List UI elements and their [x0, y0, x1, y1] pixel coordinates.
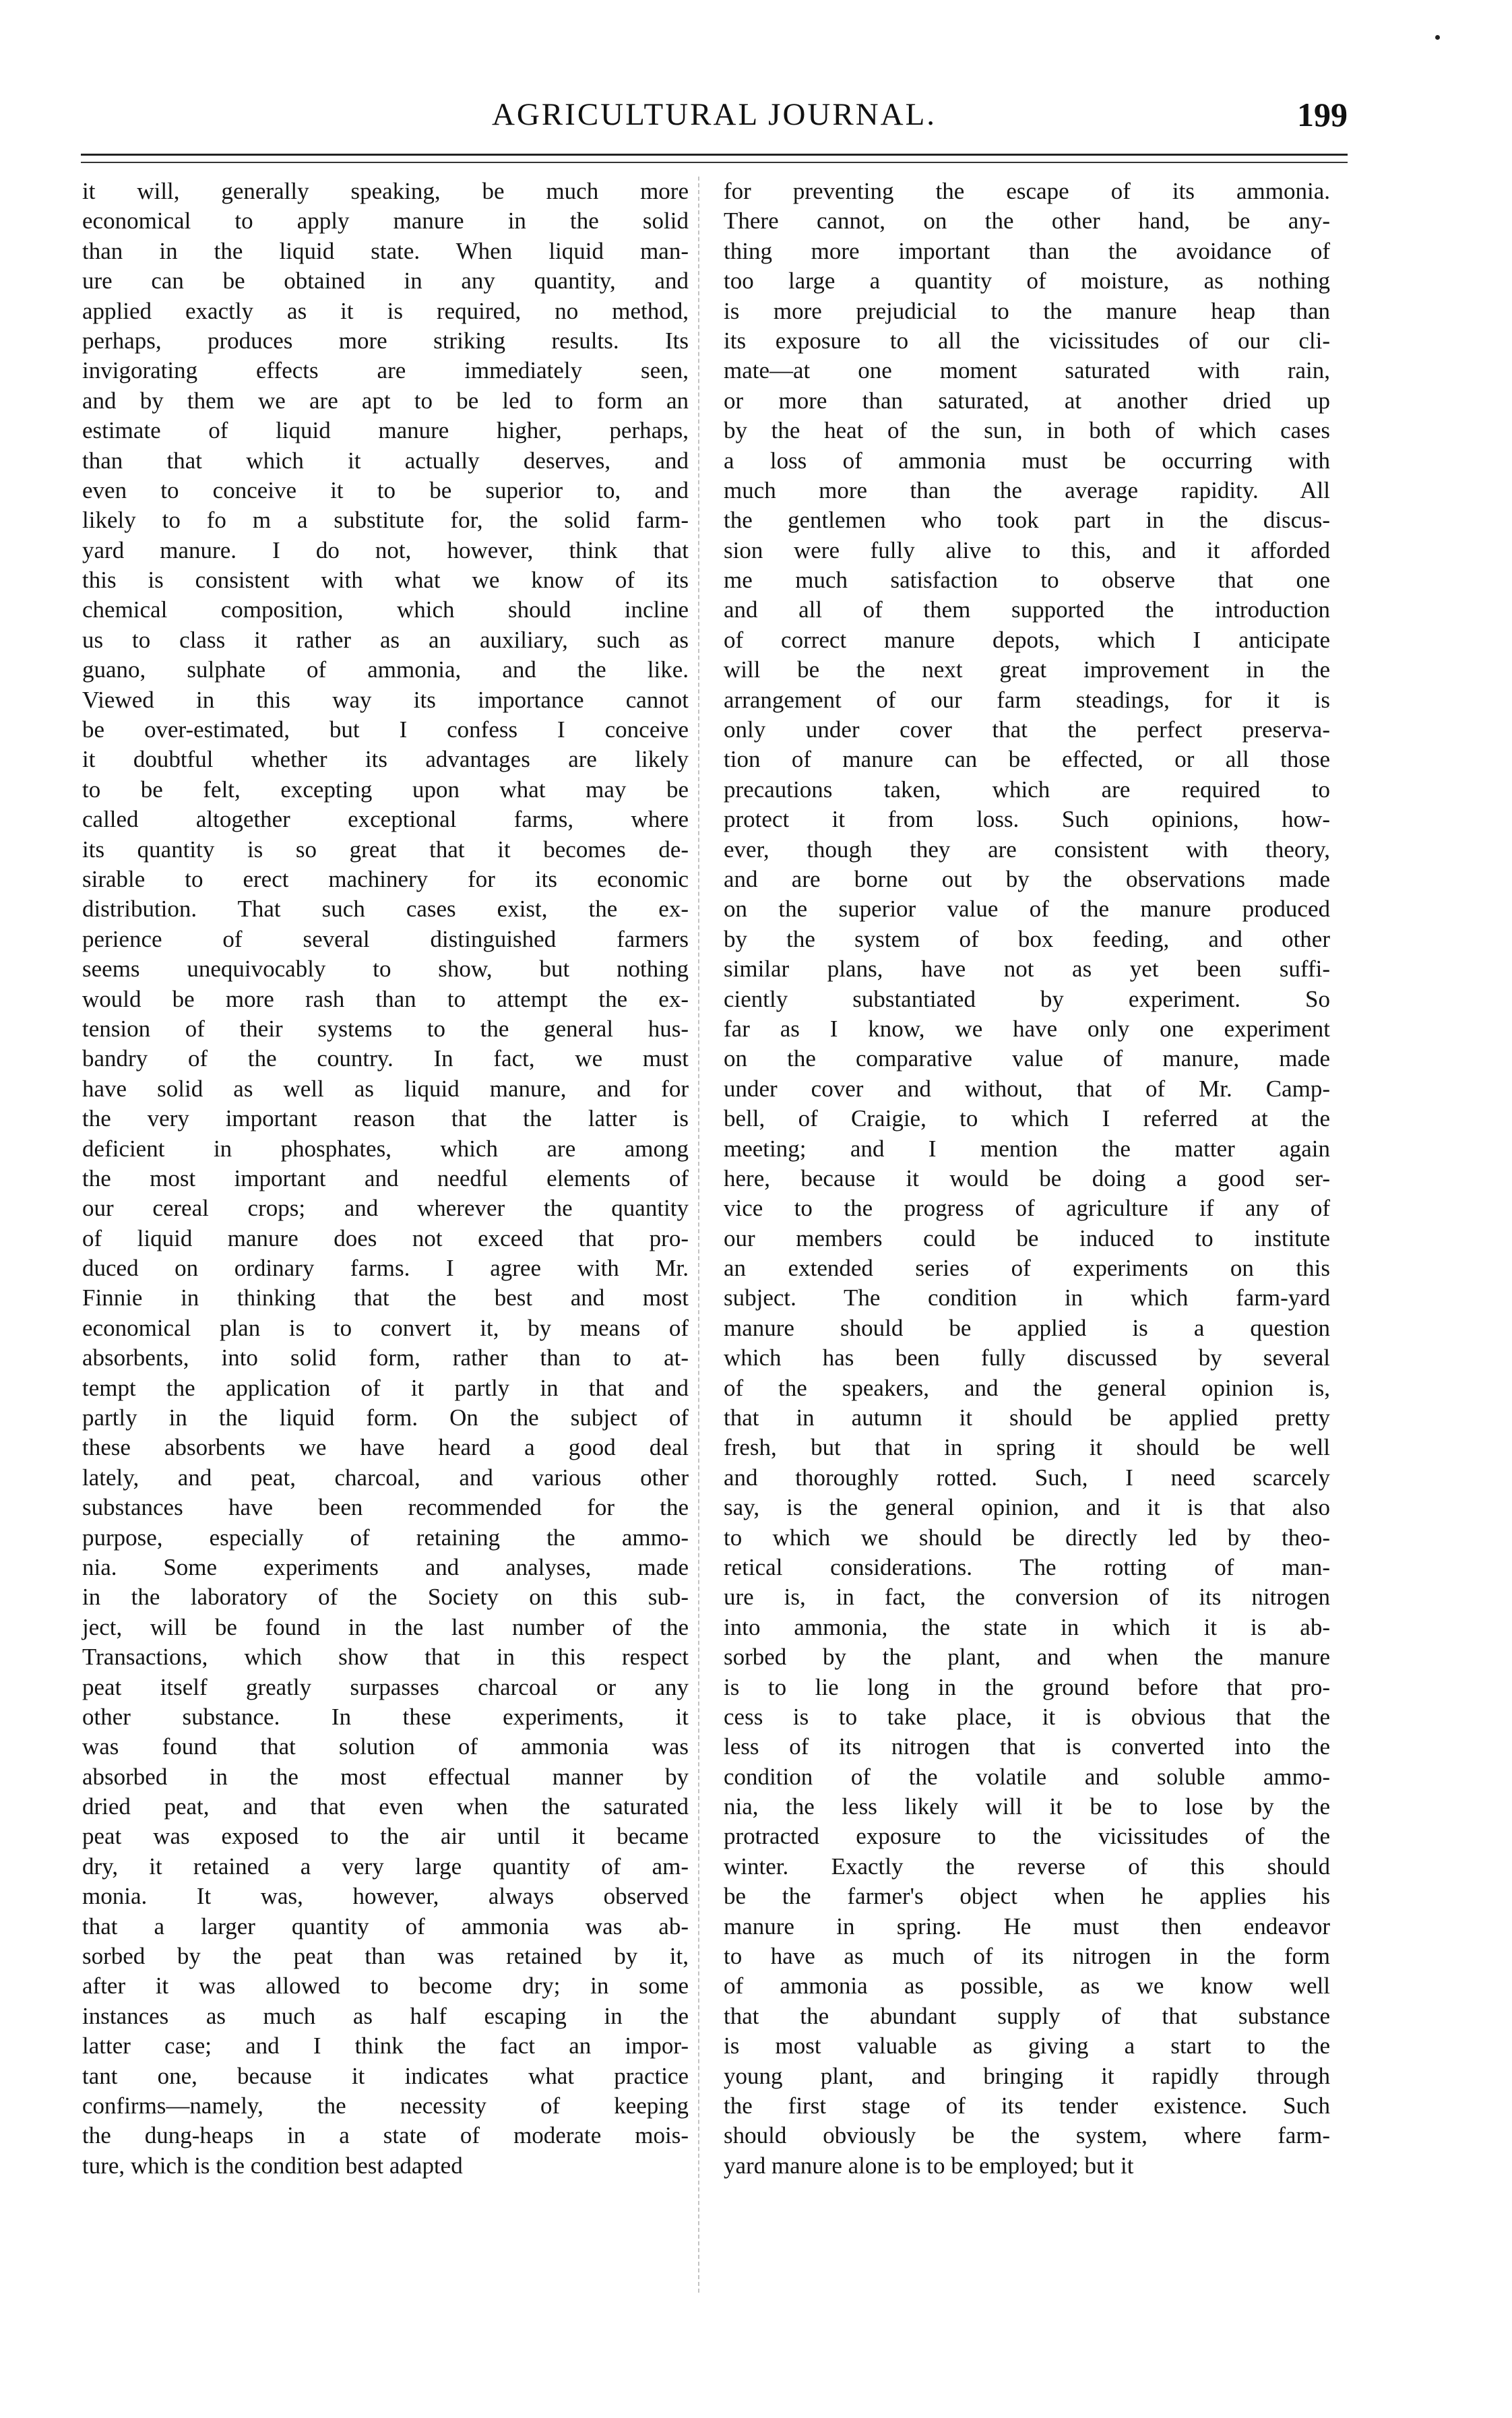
text-line: the very important reason that the latter is	[82, 1105, 689, 1132]
text-line: chemical composition, which should incline	[82, 596, 689, 623]
text-line: economical plan is to convert it, by means of	[82, 1314, 689, 1341]
text-line: and all of them supported the introduction	[724, 596, 1330, 623]
text-line: sorbed by the plant, and when the manure	[724, 1644, 1330, 1671]
text-line: winter. Exactly the reverse of this should	[724, 1853, 1330, 1880]
text-line: ever, though they are consistent with theory,	[724, 836, 1330, 863]
text-line: similar plans, have not as yet been suffi-	[724, 956, 1330, 983]
text-line: on the comparative value of manure, made	[724, 1045, 1330, 1072]
text-line: the dung-heaps in a state of moderate mois-	[82, 2122, 689, 2149]
text-line: perhaps, produces more striking results. Its	[82, 327, 689, 354]
text-line: even to conceive it to be superior to, and	[82, 476, 689, 503]
text-line: dried peat, and that even when the saturated	[82, 1793, 689, 1820]
ink-speck	[1435, 35, 1440, 40]
text-line: and thoroughly rotted. Such, I need scarcely	[724, 1464, 1330, 1491]
text-line: latter case; and I think the fact an impor-	[82, 2033, 689, 2059]
text-line: to have as much of its nitrogen in the form	[724, 1943, 1330, 1970]
text-line: to be felt, excepting upon what may be	[82, 776, 689, 803]
text-line: estimate of liquid manure higher, perhaps,	[82, 417, 689, 444]
text-line: would be more rash than to attempt the ex-	[82, 985, 689, 1012]
text-line: a loss of ammonia must be occurring with	[724, 447, 1330, 474]
column-divider	[698, 177, 699, 2293]
text-line: subject. The condition in which farm-yard	[724, 1284, 1330, 1311]
text-line: was found that solution of ammonia was	[82, 1733, 689, 1760]
text-line: manure should be applied is a question	[724, 1314, 1330, 1341]
text-line: and are borne out by the observations made	[724, 865, 1330, 892]
text-line: called altogether exceptional farms, where	[82, 806, 689, 833]
text-line: under cover and without, that of Mr. Camp-	[724, 1075, 1330, 1102]
text-line: that the abundant supply of that substance	[724, 2002, 1330, 2029]
text-line: than that which it actually deserves, and	[82, 447, 689, 474]
text-line: than in the liquid state. When liquid man-	[82, 237, 689, 264]
text-line: meeting; and I mention the matter again	[724, 1135, 1330, 1162]
text-line: Finnie in thinking that the best and most	[82, 1284, 689, 1311]
text-line: the gentlemen who took part in the discus-	[724, 507, 1330, 534]
text-line: which has been fully discussed by several	[724, 1344, 1330, 1371]
text-line: thing more important than the avoidance of	[724, 237, 1330, 264]
text-line: the first stage of its tender existence. Such	[724, 2092, 1330, 2119]
running-head	[81, 94, 1348, 135]
text-line: in the laboratory of the Society on this sub-	[82, 1584, 689, 1611]
text-line: confirms—namely, the necessity of keeping	[82, 2092, 689, 2119]
text-line: is more prejudicial to the manure heap than	[724, 297, 1330, 324]
text-line: invigorating effects are immediately seen,	[82, 357, 689, 384]
text-line: by the heat of the sun, in both of which cases	[724, 417, 1330, 444]
text-line: economical to apply manure in the solid	[82, 208, 689, 235]
text-line: our members could be induced to institute	[724, 1224, 1330, 1251]
text-line: fresh, but that in spring it should be well	[724, 1434, 1330, 1461]
text-line: say, is the general opinion, and it is that also	[724, 1494, 1330, 1521]
text-line: of ammonia as possible, as we know well	[724, 1973, 1330, 2000]
text-line: too large a quantity of moisture, as nothing	[724, 268, 1330, 294]
text-line: sorbed by the peat than was retained by it,	[82, 1943, 689, 1970]
text-line: sirable to erect machinery for its economic	[82, 865, 689, 892]
text-line: bandry of the country. In fact, we must	[82, 1045, 689, 1072]
text-line: after it was allowed to become dry; in some	[82, 1973, 689, 2000]
text-line: applied exactly as it is required, no method,	[82, 297, 689, 324]
text-column-right	[724, 177, 1330, 2181]
text-line: into ammonia, the state in which it is ab-	[724, 1613, 1330, 1640]
text-line: other substance. In these experiments, it	[82, 1703, 689, 1730]
text-line: is most valuable as giving a start to the	[724, 2033, 1330, 2059]
text-line: only under cover that the perfect preserva-	[724, 716, 1330, 743]
text-line: its exposure to all the vicissitudes of our cli-	[724, 327, 1330, 354]
text-line: these absorbents we have heard a good deal	[82, 1434, 689, 1461]
text-line: duced on ordinary farms. I agree with Mr.	[82, 1255, 689, 1282]
text-line: on the superior value of the manure produced	[724, 896, 1330, 923]
text-line: me much satisfaction to observe that one	[724, 567, 1330, 594]
text-line: to which we should be directly led by theo-	[724, 1524, 1330, 1551]
text-line: lately, and peat, charcoal, and various other	[82, 1464, 689, 1491]
text-line: nia, the less likely will it be to lose by the	[724, 1793, 1330, 1820]
text-line: much more than the average rapidity. All	[724, 476, 1330, 503]
text-line: dry, it retained a very large quantity of am-	[82, 1853, 689, 1880]
text-line: guano, sulphate of ammonia, and the like.	[82, 656, 689, 683]
text-line: by the system of box feeding, and other	[724, 925, 1330, 952]
text-line: tempt the application of it partly in that and	[82, 1374, 689, 1401]
text-line: ject, will be found in the last number of the	[82, 1613, 689, 1640]
text-line: likely to fo m a substitute for, the solid farm-	[82, 507, 689, 534]
text-line: ture, which is the condition best adapted	[82, 2152, 463, 2179]
text-line: or more than saturated, at another dried up	[724, 387, 1330, 414]
text-line: ciently substantiated by experiment. So	[724, 985, 1330, 1012]
text-line: young plant, and bringing it rapidly through	[724, 2062, 1330, 2089]
text-line: here, because it would be doing a good ser-	[724, 1165, 1330, 1191]
text-line: tension of their systems to the general hus-	[82, 1015, 689, 1042]
text-line: deficient in phosphates, which are among	[82, 1135, 689, 1162]
text-line: absorbed in the most effectual manner by	[82, 1763, 689, 1790]
text-line: this is consistent with what we know of its	[82, 567, 689, 594]
text-line: seems unequivocably to show, but nothing	[82, 956, 689, 983]
text-line: mate—at one moment saturated with rain,	[724, 357, 1330, 384]
text-line: yard manure. I do not, however, think that	[82, 536, 689, 563]
text-line: retical considerations. The rotting of man-	[724, 1553, 1330, 1580]
text-line: cess is to take place, it is obvious that the	[724, 1703, 1330, 1730]
text-line: distribution. That such cases exist, the ex-	[82, 896, 689, 923]
text-line: of the speakers, and the general opinion is,	[724, 1374, 1330, 1401]
text-line: bell, of Craigie, to which I referred at the	[724, 1105, 1330, 1132]
text-line: our cereal crops; and wherever the quantity	[82, 1195, 689, 1222]
text-line: purpose, especially of retaining the ammo-	[82, 1524, 689, 1551]
text-line: will be the next great improvement in the	[724, 656, 1330, 683]
text-line: sion were fully alive to this, and it afforded	[724, 536, 1330, 563]
text-line: it doubtful whether its advantages are likely	[82, 746, 689, 773]
text-line: vice to the progress of agriculture if any of	[724, 1195, 1330, 1222]
text-line: ure can be obtained in any quantity, and	[82, 268, 689, 294]
text-column-left	[82, 177, 689, 2181]
text-line: yard manure alone is to be employed; but it	[724, 2152, 1134, 2179]
text-line: Transactions, which show that in this respect	[82, 1644, 689, 1671]
text-line: manure in spring. He must then endeavor	[724, 1913, 1330, 1940]
text-line: less of its nitrogen that is converted into the	[724, 1733, 1330, 1760]
text-line: tion of manure can be effected, or all those	[724, 746, 1330, 773]
text-line: have solid as well as liquid manure, and for	[82, 1075, 689, 1102]
text-line: the most important and needful elements of	[82, 1165, 689, 1191]
journal-title: AGRICULTURAL JOURNAL.	[491, 97, 937, 132]
text-line: Viewed in this way its importance cannot	[82, 686, 689, 713]
text-line: instances as much as half escaping in the	[82, 2002, 689, 2029]
text-line: us to class it rather as an auxiliary, such as	[82, 626, 689, 653]
text-line: it will, generally speaking, be much more	[82, 178, 689, 204]
text-line: of liquid manure does not exceed that pro-	[82, 1224, 689, 1251]
text-line: partly in the liquid form. On the subject of	[82, 1404, 689, 1431]
text-line: perience of several distinguished farmers	[82, 925, 689, 952]
text-line: far as I know, we have only one experiment	[724, 1015, 1330, 1042]
text-line: is to lie long in the ground before that pro-	[724, 1673, 1330, 1700]
text-line: should obviously be the system, where farm-	[724, 2122, 1330, 2149]
text-line: peat was exposed to the air until it became	[82, 1823, 689, 1850]
text-line: be the farmer's object when he applies his	[724, 1883, 1330, 1910]
text-line: monia. It was, however, always observed	[82, 1883, 689, 1910]
text-line: its quantity is so great that it becomes de-	[82, 836, 689, 863]
text-line: that a larger quantity of ammonia was ab-	[82, 1913, 689, 1940]
page-number: 199	[1297, 96, 1348, 133]
text-line: an extended series of experiments on this	[724, 1255, 1330, 1282]
text-line: tant one, because it indicates what practice	[82, 2062, 689, 2089]
text-line: peat itself greatly surpasses charcoal or any	[82, 1673, 689, 1700]
text-line: substances have been recommended for the	[82, 1494, 689, 1521]
text-line: for preventing the escape of its ammonia.	[724, 178, 1330, 204]
text-line: ure is, in fact, the conversion of its nitrogen	[724, 1584, 1330, 1611]
header-rule-thick	[81, 154, 1348, 156]
text-line: condition of the volatile and soluble ammo-	[724, 1763, 1330, 1790]
text-line: absorbents, into solid form, rather than to at-	[82, 1344, 689, 1371]
text-line: protracted exposure to the vicissitudes of the	[724, 1823, 1330, 1850]
text-line: arrangement of our farm steadings, for it is	[724, 686, 1330, 713]
text-line: of correct manure depots, which I anticipate	[724, 626, 1330, 653]
header-rule-thin	[81, 162, 1348, 163]
text-line: precautions taken, which are required to	[724, 776, 1330, 803]
text-line: that in autumn it should be applied pretty	[724, 1404, 1330, 1431]
text-line: and by them we are apt to be led to form an	[82, 387, 689, 414]
text-line: be over-estimated, but I confess I conceive	[82, 716, 689, 743]
text-line: protect it from loss. Such opinions, how-	[724, 806, 1330, 833]
text-line: nia. Some experiments and analyses, made	[82, 1553, 689, 1580]
text-line: There cannot, on the other hand, be any-	[724, 208, 1330, 235]
